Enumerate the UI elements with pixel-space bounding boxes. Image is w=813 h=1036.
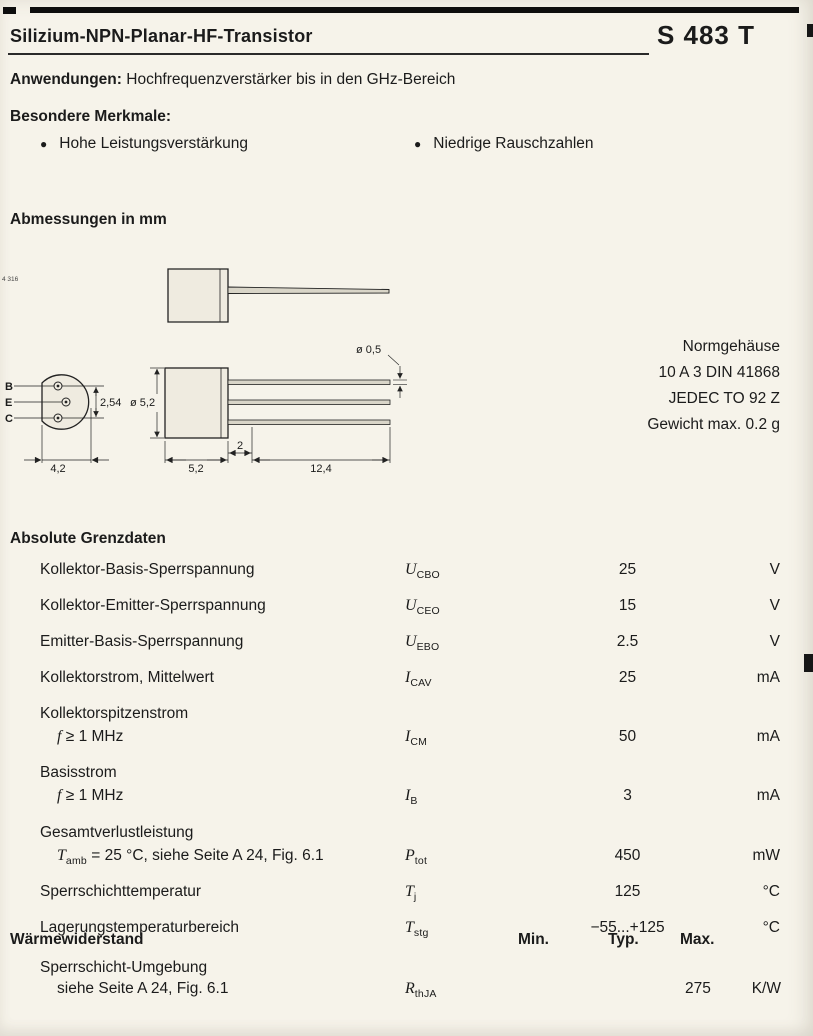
dim-body-length: 5,2 xyxy=(188,463,204,475)
bullet-icon: ● xyxy=(40,137,48,151)
unit: V xyxy=(769,597,780,615)
table-row xyxy=(10,631,797,658)
feature-text: Niedrige Rauschzahlen xyxy=(433,135,594,152)
condition-text: siehe Seite A 24, Fig. 6.1 xyxy=(57,980,229,997)
features-list xyxy=(40,135,594,153)
symbol xyxy=(405,726,545,753)
symbol xyxy=(405,559,545,586)
table-row xyxy=(10,762,797,812)
dimensions-heading: Abmessungen in mm xyxy=(10,211,167,228)
package-info xyxy=(647,334,780,438)
symbol-subscript: B xyxy=(410,795,418,808)
symbol-letter: T xyxy=(405,882,414,900)
header xyxy=(10,22,799,48)
param-label: Kollektorstrom, Mittelwert xyxy=(40,669,214,687)
symbol xyxy=(405,785,545,812)
symbol-letter: I xyxy=(405,728,411,746)
unit: mA xyxy=(756,728,780,746)
symbol-letter: I xyxy=(405,669,411,687)
symbol xyxy=(405,881,545,908)
unit: °C xyxy=(762,882,780,900)
condition-text: ≥ 1 MHz xyxy=(61,728,124,746)
symbol-letter: I xyxy=(405,787,411,805)
value: 25 xyxy=(618,669,637,687)
part-number: S 483 T xyxy=(656,20,755,50)
symbol-letter: U xyxy=(405,597,417,615)
symbol xyxy=(405,978,518,1005)
symbol-letter: R xyxy=(405,980,415,997)
dim-lead-dia: ø 0,5 xyxy=(356,344,382,356)
package-dimension-drawing xyxy=(0,245,460,480)
thermal-heading: Wärmewiderstand xyxy=(10,931,144,948)
symbol-letter: U xyxy=(405,633,417,651)
package-side-view xyxy=(168,269,228,322)
top-rule-notch xyxy=(3,7,16,14)
condition xyxy=(10,726,405,748)
lead-side-view xyxy=(228,287,389,294)
lead-middle xyxy=(228,400,390,405)
package-info-line: JEDEC TO 92 Z xyxy=(668,390,780,407)
symbol-subscript: j xyxy=(413,890,417,903)
symbol-subscript: stg xyxy=(413,926,429,939)
dim-pin-pitch: 2,54 xyxy=(100,397,122,409)
margin-note: 4 316 xyxy=(2,276,19,283)
table-row xyxy=(10,703,797,753)
dim-body-dia: ø 5,2 xyxy=(130,397,156,409)
pin-label-e: E xyxy=(5,397,13,409)
symbol xyxy=(405,631,545,658)
symbol-letter: T xyxy=(405,918,414,936)
condition xyxy=(10,785,405,807)
pin-label-c: C xyxy=(5,413,13,425)
table-row xyxy=(10,559,797,586)
condition xyxy=(10,845,405,872)
page-edge-tab xyxy=(807,24,813,37)
package-info-line: 10 A 3 DIN 41868 xyxy=(658,364,780,381)
col-header-typ: Typ. xyxy=(608,931,639,948)
dim-lead-length: 12,4 xyxy=(310,463,332,475)
value: −55...+125 xyxy=(590,918,665,936)
dim-flat-width: 4,2 xyxy=(50,463,66,475)
condition-subscript: amb xyxy=(65,854,87,867)
symbol-subscript: thJA xyxy=(414,988,437,1001)
features-heading: Besondere Merkmale: xyxy=(10,108,172,125)
symbol-letter: U xyxy=(405,561,417,578)
value: 125 xyxy=(614,882,641,900)
symbol xyxy=(405,595,545,622)
pin-label-b: B xyxy=(5,381,13,393)
col-header-max: Max. xyxy=(680,931,715,948)
unit: mA xyxy=(756,669,780,687)
table-row xyxy=(10,822,797,872)
abs-max-heading: Absolute Grenzdaten xyxy=(10,530,166,547)
symbol-subscript: EBO xyxy=(416,641,440,654)
symbol-subscript: tot xyxy=(414,854,428,867)
condition-text: = 25 °C, siehe Seite A 24, Fig. 6.1 xyxy=(86,846,324,864)
param-label: Lagerungstemperaturbereich xyxy=(40,918,240,936)
applications-line xyxy=(10,71,455,89)
unit: mA xyxy=(756,787,780,805)
symbol-letter: P xyxy=(405,846,415,864)
param-label: Gesamtverlustleistung xyxy=(40,823,194,841)
param-label: Basisstrom xyxy=(40,764,117,782)
top-rule xyxy=(30,7,799,13)
value: 25 xyxy=(618,561,637,578)
feature-item xyxy=(40,135,414,153)
applications-text: Hochfrequenzverstärker bis in den GHz-Bereich xyxy=(126,71,456,88)
unit: K/W xyxy=(751,980,781,997)
table-row xyxy=(10,881,797,908)
value-max: 275 xyxy=(685,980,711,997)
col-header-min: Min. xyxy=(518,931,549,948)
dim-lead-clearance: 2 xyxy=(236,440,244,452)
lead-top xyxy=(228,380,390,385)
title-underline xyxy=(8,53,649,55)
abs-max-table xyxy=(10,559,797,953)
unit: mW xyxy=(752,846,780,864)
table-row xyxy=(10,959,797,1005)
condition-symbol: T xyxy=(57,846,66,864)
value: 450 xyxy=(614,846,641,864)
param-label: Sperrschicht-Umgebung xyxy=(40,959,208,976)
condition-symbol: f xyxy=(57,787,62,805)
symbol xyxy=(405,845,545,872)
param-label: Sperrschichttemperatur xyxy=(40,882,202,900)
symbol-subscript: CM xyxy=(410,736,428,749)
bullet-icon: ● xyxy=(414,137,422,151)
lead-bottom xyxy=(228,420,390,425)
table-row xyxy=(10,667,797,694)
value: 2.5 xyxy=(616,633,639,651)
table-row xyxy=(10,595,797,622)
symbol-subscript: CBO xyxy=(416,569,440,582)
package-front-view xyxy=(165,368,228,438)
value: 3 xyxy=(623,787,632,805)
param-label: Emitter-Basis-Sperrspannung xyxy=(40,633,244,651)
param-label: Kollektor-Basis-Sperrspannung xyxy=(40,561,255,578)
unit: V xyxy=(769,633,780,651)
feature-item xyxy=(414,135,594,153)
symbol-subscript: CEO xyxy=(416,605,440,618)
param-label: Kollektorspitzenstrom xyxy=(40,705,189,723)
applications-label: Anwendungen: xyxy=(10,71,122,88)
symbol xyxy=(405,667,545,694)
package-info-line: Normgehäuse xyxy=(682,338,780,355)
symbol-subscript: CAV xyxy=(410,677,432,690)
unit: °C xyxy=(762,918,780,936)
value: 50 xyxy=(618,728,637,746)
value: 15 xyxy=(618,597,637,615)
unit: V xyxy=(769,561,780,578)
page-edge-tab xyxy=(804,654,813,672)
condition-text: ≥ 1 MHz xyxy=(61,787,124,805)
param-label: Kollektor-Emitter-Sperrspannung xyxy=(40,597,266,615)
page-title: Silizium-NPN-Planar-HF-Transistor xyxy=(10,26,313,46)
feature-text: Hohe Leistungsverstärkung xyxy=(59,135,248,152)
condition-symbol: f xyxy=(57,728,62,746)
package-info-line: Gewicht max. 0.2 g xyxy=(647,416,780,433)
